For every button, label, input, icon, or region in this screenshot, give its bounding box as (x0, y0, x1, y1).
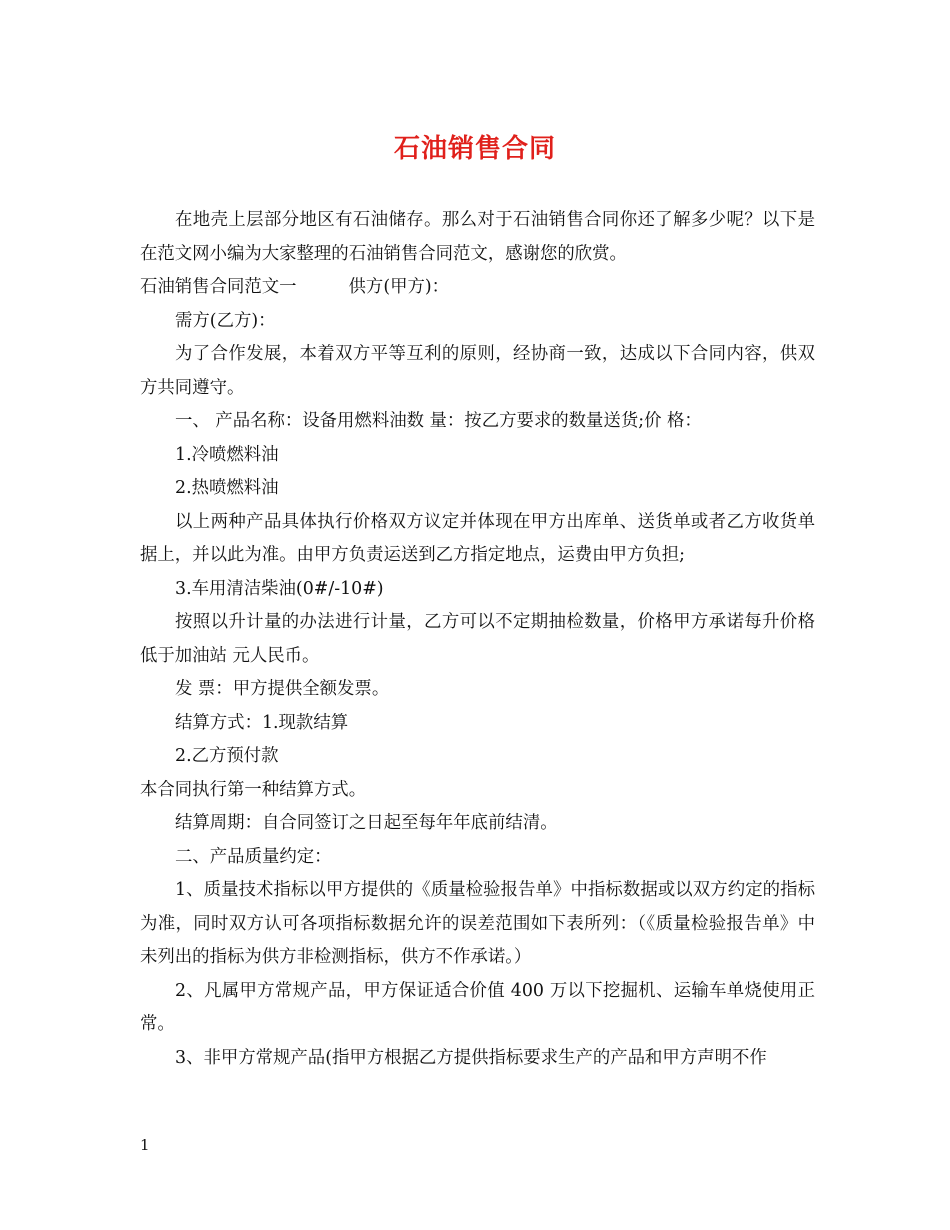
section-title: 石油销售合同范文一 (140, 277, 297, 297)
product-item-1: 1.冷喷燃料油 (175, 444, 279, 465)
settlement-period-line: 结算周期：自合同签订之日起至每年年底前结清。 (175, 813, 558, 833)
supplier-label: 供方(甲方)： (348, 277, 450, 297)
quality-clause-2: 2、凡属甲方常规产品，甲方保证适合价值 400 万以下挖掘机、运输车单烧使用正常。 (140, 980, 815, 1034)
product-item-3: 3.车用清洁柴油(0#/-10#) (175, 578, 384, 599)
price-paragraph: 以上两种产品具体执行价格双方议定并体现在甲方出库单、送货单或者乙方收货单据上，并以此为准。由甲方负责运送到乙方指定地点，运费由甲方负担; (140, 511, 815, 565)
document-body (140, 204, 815, 1075)
product-item-2: 2.热喷燃料油 (175, 478, 279, 498)
quality-clause-3: 3、非甲方常规产品(指甲方根据乙方提供指标要求生产的产品和甲方声明不作 (175, 1047, 767, 1068)
document-title: 石油销售合同 (393, 134, 556, 164)
page-number: 1 (140, 1136, 150, 1154)
buyer-label: 需方(乙方)： (175, 310, 276, 331)
section-line (140, 271, 815, 305)
intro-paragraph: 在地壳上层部分地区有石油储存。那么对于石油销售合同你还了解多少呢？以下是在范文网小编为大家整理的石油销售合同范文，感谢您的欣赏。 (140, 210, 815, 264)
product-name-line: 一、 产品名称：设备用燃料油数 量：按乙方要求的数量送货;价 格： (175, 411, 702, 431)
quality-clause-1: 1、质量技术指标以甲方提供的《质量检验报告单》中指标数据或以双方约定的指标为准，同时双方认可各项指标数据允许的误差范围如下表所列：（《质量检验报告单》中未列出的指标为供方非检测指标，供方不作承诺。） (140, 880, 815, 967)
settlement-method-line: 结算方式：1.现款结算 (175, 712, 349, 733)
purpose-paragraph: 为了合作发展，本着双方平等互利的原则，经协商一致，达成以下合同内容，供双方共同遵守。 (140, 344, 815, 398)
settlement-choice-line: 本合同执行第一种结算方式。 (140, 779, 367, 800)
measurement-paragraph: 按照以升计量的办法进行计量，乙方可以不定期抽检数量，价格甲方承诺每升价格低于加油站 元人民币。 (140, 612, 815, 666)
invoice-line: 发 票：甲方提供全额发票。 (175, 679, 390, 699)
prepayment-line: 2.乙方预付款 (175, 746, 279, 766)
quality-section-heading: 二、产品质量约定： (175, 846, 332, 867)
